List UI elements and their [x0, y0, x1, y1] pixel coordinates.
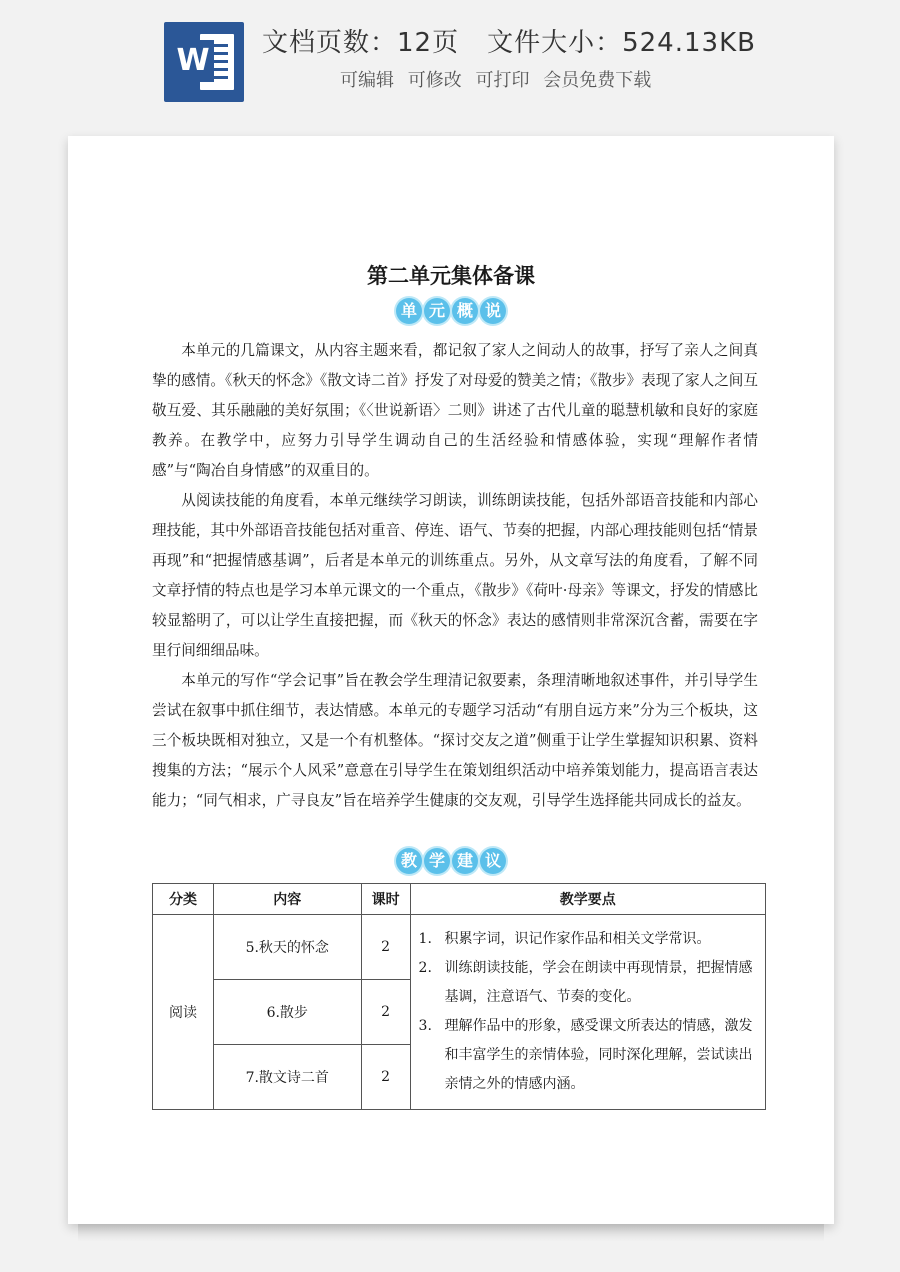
heading-char: 教	[396, 848, 422, 874]
section-heading-teaching-suggestions	[68, 848, 834, 878]
list-item: 1. 积累字词，识记作家作品和相关文学常识。	[418, 931, 711, 947]
content-cell: 6.散步	[213, 980, 361, 1045]
document-page	[68, 136, 834, 1224]
paragraph: 本单元的几篇课文，从内容主题来看，都记叙了家人之间动人的故事，抒写了亲人之间真挚的感情。《秋天的怀念》《散文诗二首》抒发了对母爱的赞美之情；《散步》表现了家人之间互敬互爱、其乐融融的美好氛围；《〈世说新语〉二则》讲述了古代儿童的聪慧机敏和良好的家庭教养。在教学中，应努力引导学生调动自己的生活经验和情感体验，实现“理解作者情感”与“陶冶自身情感”的双重目的。	[152, 342, 758, 479]
feature-editable: 可编辑	[340, 70, 394, 91]
hours-cell: 2	[361, 1045, 410, 1110]
heading-char: 说	[480, 298, 506, 324]
teaching-plan-table	[152, 883, 766, 1110]
feature-printable: 可打印	[475, 70, 530, 91]
hours-cell: 2	[361, 980, 410, 1045]
header-key-points: 教学要点	[410, 884, 765, 915]
hours-cell: 2	[361, 915, 410, 980]
heading-char: 元	[424, 298, 450, 324]
download-banner	[0, 0, 900, 125]
file-meta	[262, 22, 756, 59]
heading-char: 学	[424, 848, 450, 874]
heading-char: 概	[452, 298, 478, 324]
header-content: 内容	[213, 884, 361, 915]
list-item: 2. 训练朗读技能，学会在朗读中再现情景，把握情感基调，注意语气、节奏的变化。	[418, 960, 753, 1005]
feature-member-download: 会员免费下载	[543, 70, 652, 91]
key-points-list	[419, 925, 755, 1099]
heading-char: 单	[396, 298, 422, 324]
paragraph: 从阅读技能的角度看，本单元继续学习朗读，训练朗读技能，包括外部语音技能和内部心理技能，其中外部语音技能包括对重音、停连、语气、节奏的把握，内部心理技能则包括“情景再现”和“把握情感基调”，后者是本单元的训练重点。另外，从文章写法的角度看，了解不同文章抒情的特点也是学习本单元课文的一个重点，《散步》《荷叶·母亲》等课文，抒发的情感比较显豁明了，可以让学生直接把握，而《秋天的怀念》表达的感情则非常深沉含蓄，需要在字里行间细细品味。	[152, 492, 758, 659]
page-count: 文档页数：12页	[262, 28, 460, 58]
content-cell: 7.散文诗二首	[213, 1045, 361, 1110]
table-row	[153, 915, 766, 980]
word-icon	[164, 22, 244, 102]
section-heading-unit-overview	[68, 298, 834, 328]
feature-modifiable: 可修改	[407, 70, 462, 91]
file-size: 文件大小：524.13KB	[487, 28, 756, 58]
list-item: 3. 理解作品中的形象，感受课文所表达的情感，激发和丰富学生的亲情体验，同时深化理解，尝试读出亲情之外的情感内涵。	[418, 1018, 753, 1092]
content-cell: 5.秋天的怀念	[213, 915, 361, 980]
header-category: 分类	[153, 884, 214, 915]
heading-char: 建	[452, 848, 478, 874]
document-title: 第二单元集体备课	[367, 264, 535, 288]
page-shadow	[78, 1224, 824, 1242]
word-icon-letter: W	[172, 40, 214, 82]
feature-list	[340, 66, 659, 92]
category-cell: 阅读	[153, 915, 214, 1110]
table-header-row	[153, 884, 766, 915]
header-hours: 课时	[361, 884, 410, 915]
heading-char: 议	[480, 848, 506, 874]
paragraph: 本单元的写作“学会记事”旨在教会学生理清记叙要素，条理清晰地叙述事件，并引导学生尝试在叙事中抓住细节，表达情感。本单元的专题学习活动“有朋自远方来”分为三个板块，这三个板块既相对独立，又是一个有机整体。“探讨交友之道”侧重于让学生掌握知识积累、资料搜集的方法；“展示个人风采”意意在引导学生在策划组织活动中培养策划能力，提高语言表达能力；“同气相求，广寻良友”旨在培养学生健康的交友观，引导学生选择能共同成长的益友。	[152, 672, 758, 809]
key-points-cell	[410, 915, 765, 1110]
body-text	[152, 336, 758, 816]
